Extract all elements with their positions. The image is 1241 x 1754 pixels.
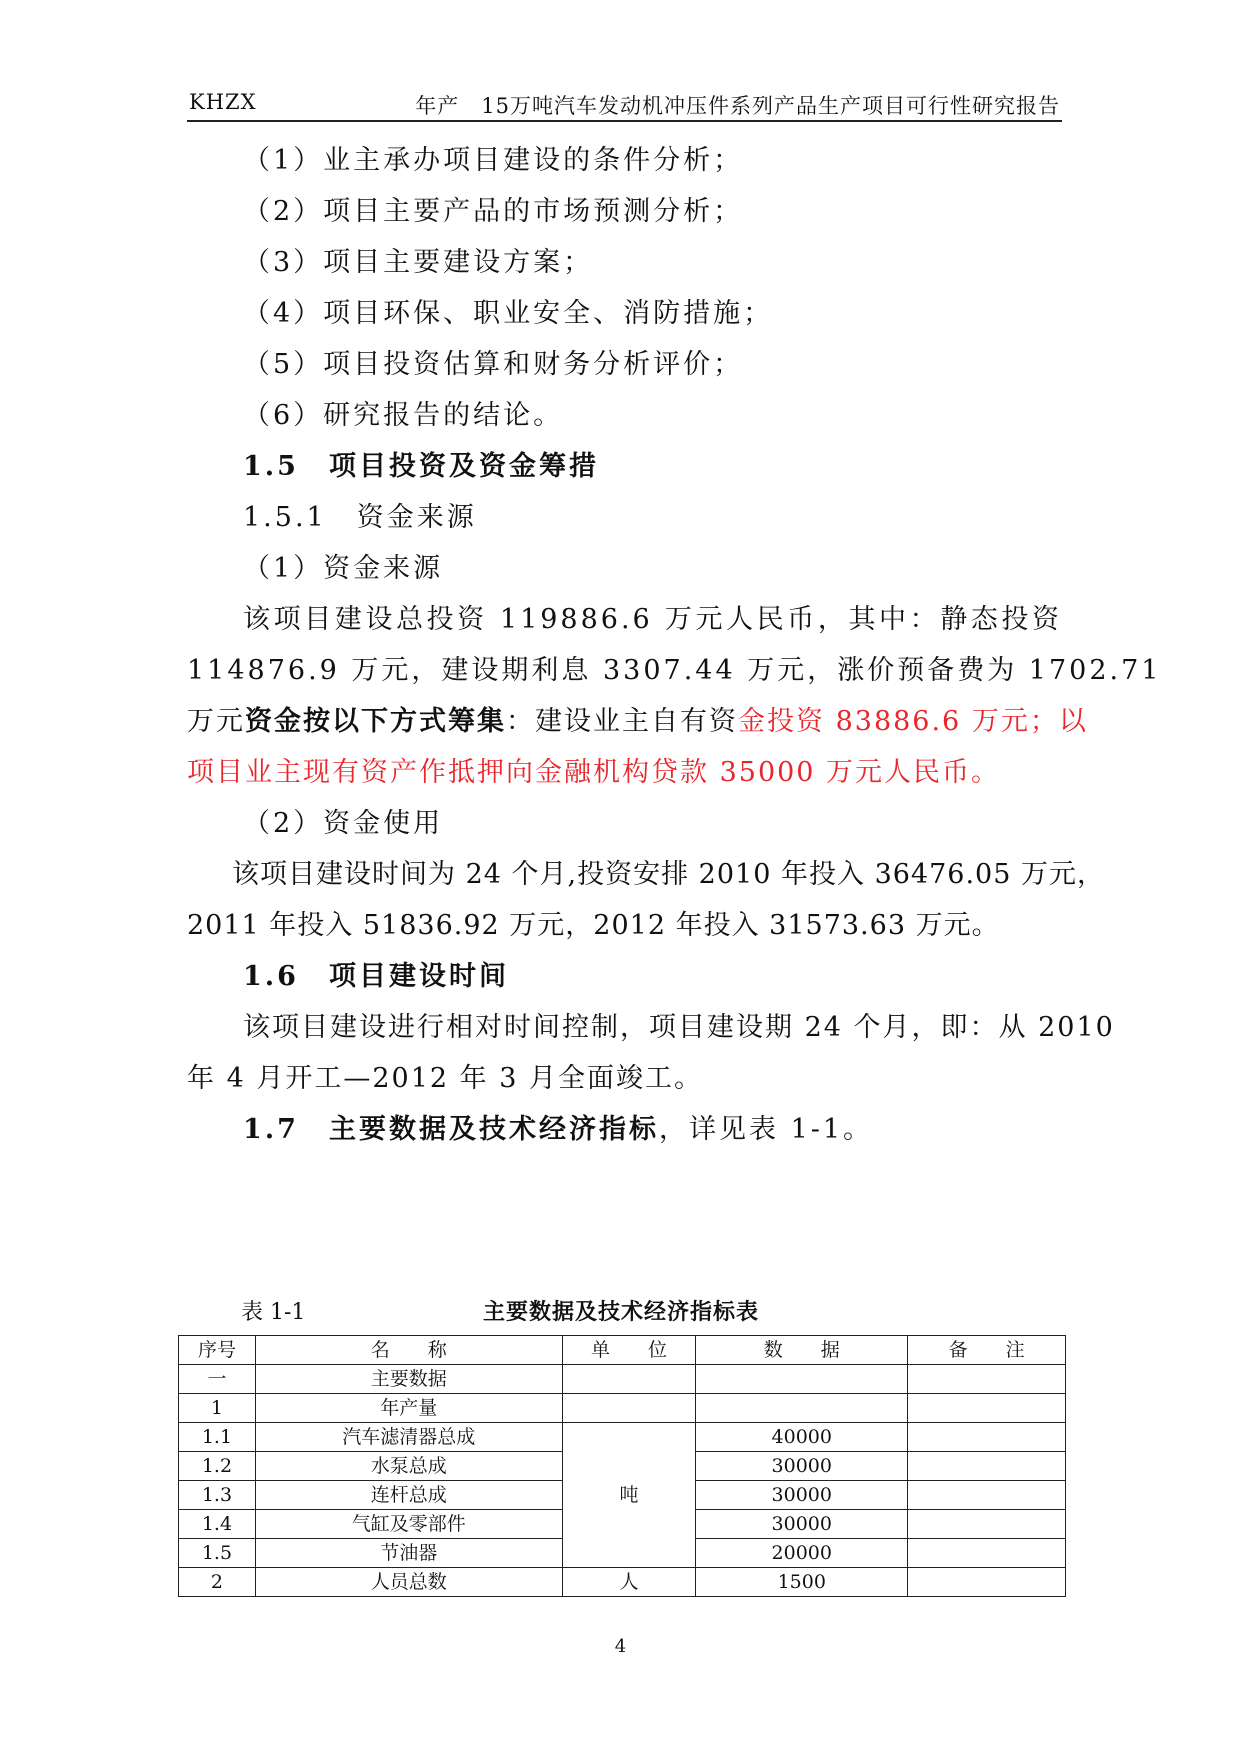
table-label: 表 1-1 bbox=[241, 1300, 306, 1325]
table-row bbox=[179, 1568, 1066, 1597]
heading-text: 1.7 主要数据及技术经济指标 bbox=[243, 1114, 659, 1145]
cell-value: 30000 bbox=[696, 1452, 908, 1481]
paragraph-line: 该项目建设时间为 24 个月,投资安排 2010 年投入 36476.05 万元， bbox=[232, 859, 1105, 890]
cell-unit: 人 bbox=[562, 1568, 696, 1597]
highlight-line: 项目业主现有资产作抵押向金融机构贷款 35000 万元人民币。 bbox=[187, 757, 1001, 788]
page-number: 4 bbox=[614, 1636, 627, 1657]
cell-name: 汽车滤清器总成 bbox=[255, 1423, 562, 1452]
subsection-heading-1-5-1: 1.5.1 资金来源 bbox=[243, 502, 477, 533]
table-row bbox=[179, 1394, 1066, 1423]
paragraph-line: 年 4 月开工—2012 年 3 月全面竣工。 bbox=[187, 1063, 703, 1094]
cell-name: 水泵总成 bbox=[255, 1452, 562, 1481]
table-title: 主要数据及技术经济指标表 bbox=[483, 1299, 760, 1325]
cell-unit-merged: 吨 bbox=[562, 1423, 696, 1568]
header-cell: 单 位 bbox=[562, 1336, 696, 1365]
highlight-text: 金投资 83886.6 万元；以 bbox=[738, 706, 1088, 737]
section-heading-1-5: 1.5 项目投资及资金筹措 bbox=[243, 451, 599, 482]
cell-value: 1500 bbox=[696, 1568, 908, 1597]
cell-no: 一 bbox=[179, 1365, 256, 1394]
cell-name: 气缸及零部件 bbox=[255, 1510, 562, 1539]
cell-value: 20000 bbox=[696, 1539, 908, 1568]
cell-no: 1.4 bbox=[179, 1510, 256, 1539]
cell-no: 2 bbox=[179, 1568, 256, 1597]
cell-no: 1.5 bbox=[179, 1539, 256, 1568]
cell-note bbox=[908, 1452, 1066, 1481]
cell-unit bbox=[562, 1394, 696, 1423]
text-span: ：建设业主自有资 bbox=[506, 706, 738, 737]
list-item: （5）项目投资估算和财务分析评价； bbox=[243, 349, 744, 380]
sub-item-funding-source: （1）资金来源 bbox=[243, 553, 444, 584]
cell-name: 主要数据 bbox=[255, 1365, 562, 1394]
cell-name: 年产量 bbox=[255, 1394, 562, 1423]
cell-note bbox=[908, 1510, 1066, 1539]
cell-no: 1.1 bbox=[179, 1423, 256, 1452]
emphasis-text: 资金按以下方式筹集 bbox=[245, 706, 506, 737]
cell-name: 人员总数 bbox=[255, 1568, 562, 1597]
cell-value bbox=[696, 1394, 908, 1423]
table-row bbox=[179, 1423, 1066, 1452]
header-left: KHZX bbox=[189, 90, 257, 114]
page-header bbox=[187, 86, 1062, 122]
cell-unit bbox=[562, 1365, 696, 1394]
cell-value: 30000 bbox=[696, 1510, 908, 1539]
paragraph-line: 该项目建设总投资 119886.6 万元人民币，其中：静态投资 bbox=[243, 604, 1062, 635]
list-item: （4）项目环保、职业安全、消防措施； bbox=[243, 298, 774, 329]
cell-note bbox=[908, 1423, 1066, 1452]
header-title: 年产 15万吨汽车发动机冲压件系列产品生产项目可行性研究报告 bbox=[415, 94, 1060, 118]
table-header-row bbox=[179, 1336, 1066, 1365]
cell-note bbox=[908, 1365, 1066, 1394]
table-row bbox=[179, 1365, 1066, 1394]
header-cell: 备 注 bbox=[908, 1336, 1066, 1365]
cell-no: 1.3 bbox=[179, 1481, 256, 1510]
header-cell: 名 称 bbox=[255, 1336, 562, 1365]
section-heading-1-7 bbox=[243, 1112, 1118, 1148]
paragraph-line-mixed bbox=[187, 704, 1088, 740]
cell-value: 30000 bbox=[696, 1481, 908, 1510]
paragraph-line: 2011 年投入 51836.92 万元，2012 年投入 31573.63 万元。 bbox=[187, 910, 1000, 941]
paragraph-line: 该项目建设进行相对时间控制，项目建设期 24 个月，即：从 2010 bbox=[243, 1012, 1115, 1043]
cell-note bbox=[908, 1394, 1066, 1423]
cell-note bbox=[908, 1568, 1066, 1597]
sub-item-fund-use: （2）资金使用 bbox=[243, 808, 444, 839]
cell-no: 1.2 bbox=[179, 1452, 256, 1481]
list-item: （6）研究报告的结论。 bbox=[243, 400, 564, 431]
cell-note bbox=[908, 1539, 1066, 1568]
text-span: 万元 bbox=[187, 706, 245, 737]
list-item: （2）项目主要产品的市场预测分析； bbox=[243, 196, 744, 227]
list-item: （1）业主承办项目建设的条件分析； bbox=[243, 145, 744, 176]
cell-value: 40000 bbox=[696, 1423, 908, 1452]
indicator-table bbox=[178, 1335, 1066, 1597]
cell-value bbox=[696, 1365, 908, 1394]
section-heading-1-6: 1.6 项目建设时间 bbox=[243, 961, 509, 992]
heading-tail: ，详见表 1-1。 bbox=[658, 1114, 874, 1145]
header-cell: 数 据 bbox=[696, 1336, 908, 1365]
list-item: （3）项目主要建设方案； bbox=[243, 247, 594, 278]
cell-no: 1 bbox=[179, 1394, 256, 1423]
cell-name: 节油器 bbox=[255, 1539, 562, 1568]
cell-name: 连杆总成 bbox=[255, 1481, 562, 1510]
paragraph-line: 114876.9 万元，建设期利息 3307.44 万元，涨价预备费为 1702.71 bbox=[187, 655, 1162, 686]
cell-note bbox=[908, 1481, 1066, 1510]
header-cell: 序号 bbox=[179, 1336, 256, 1365]
